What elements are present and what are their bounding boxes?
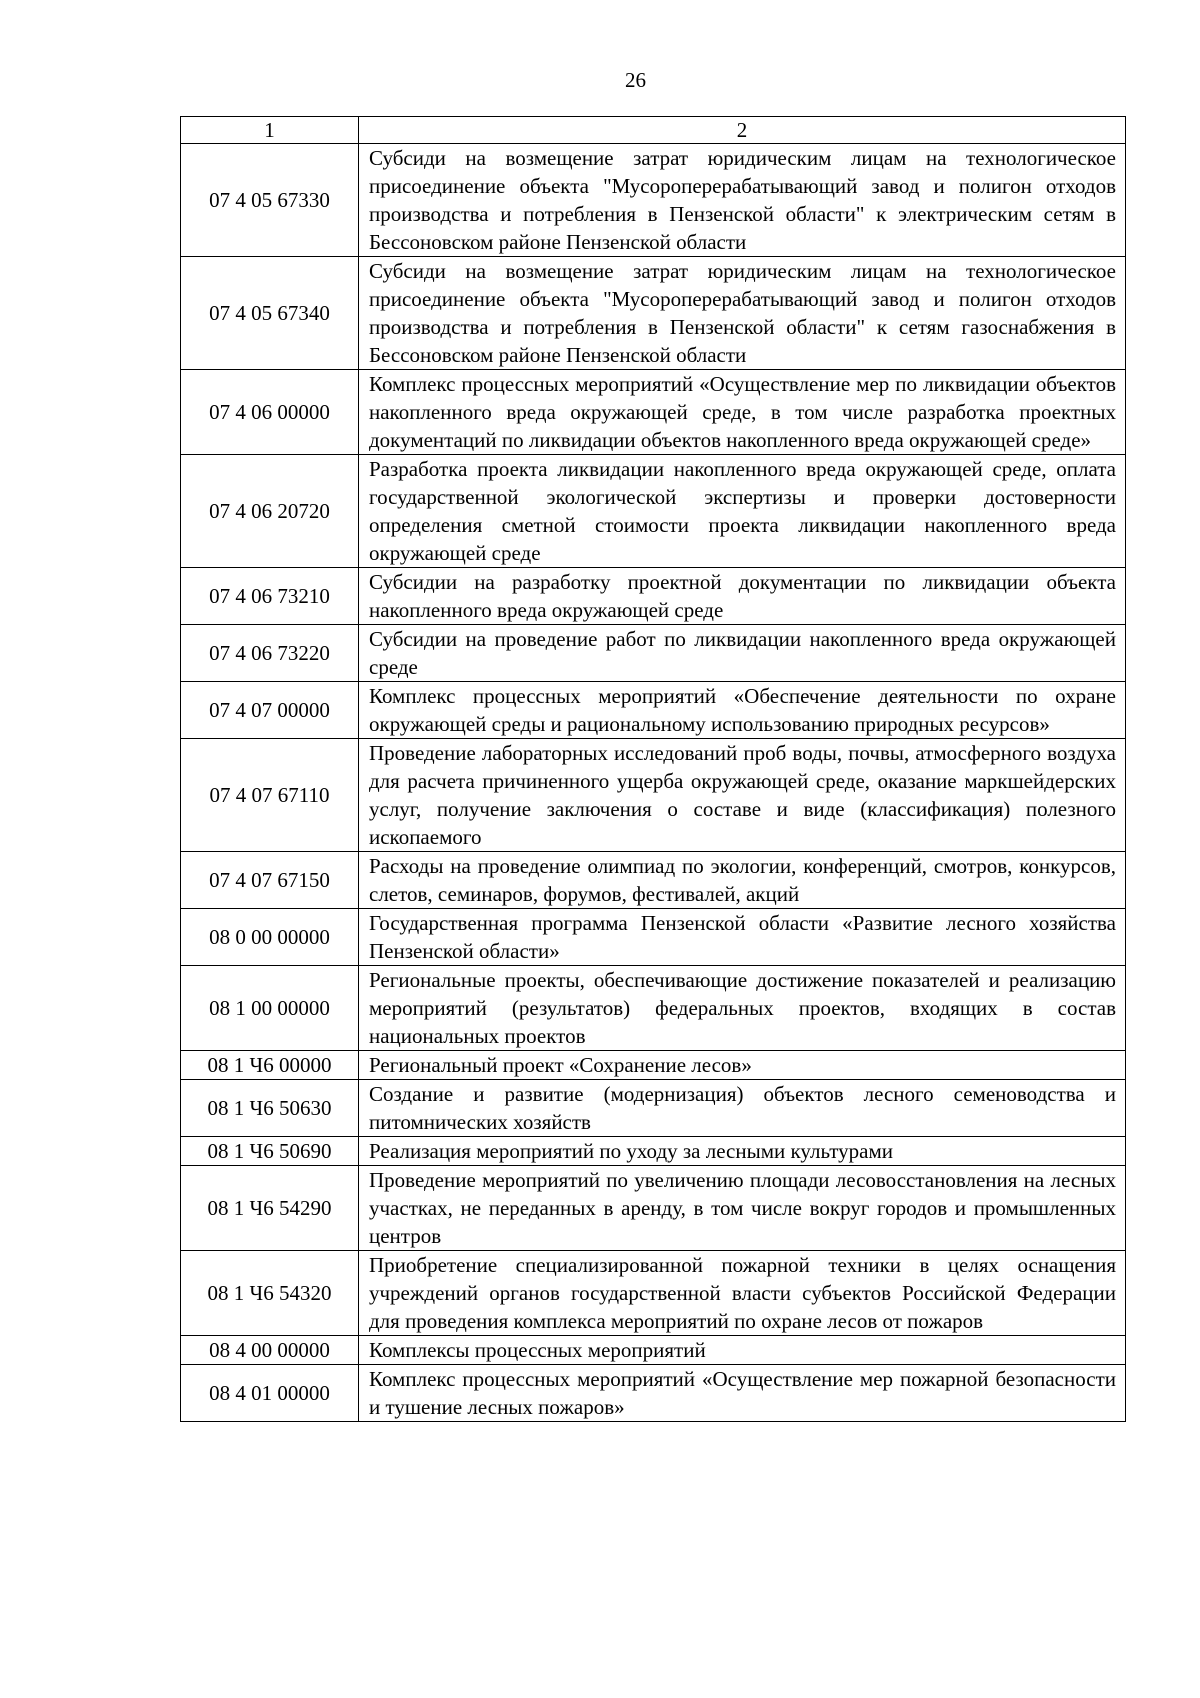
table-row bbox=[181, 568, 1126, 625]
table-row bbox=[181, 370, 1126, 455]
row-description: Региональный проект «Сохранение лесов» bbox=[359, 1051, 1126, 1080]
table-row bbox=[181, 966, 1126, 1051]
row-code: 08 4 00 00000 bbox=[181, 1336, 359, 1365]
table-row bbox=[181, 852, 1126, 909]
row-code: 08 1 Ч6 00000 bbox=[181, 1051, 359, 1080]
table-header-row bbox=[181, 117, 1126, 144]
table-row bbox=[181, 739, 1126, 852]
table-row bbox=[181, 1365, 1126, 1422]
row-description: Создание и развитие (модернизация) объектов лесного семеноводства и питомнических хозяйств bbox=[359, 1080, 1126, 1137]
row-description: Реализация мероприятий по уходу за лесными культурами bbox=[359, 1137, 1126, 1166]
row-code: 07 4 05 67340 bbox=[181, 257, 359, 370]
table-body bbox=[181, 144, 1126, 1422]
row-description: Приобретение специализированной пожарной техники в целях оснащения учреждений органов государственной власти субъектов Российской Федерации для проведения комплекса мероприятий по охране лесов от пожаров bbox=[359, 1251, 1126, 1336]
table-row bbox=[181, 257, 1126, 370]
row-description: Комплекс процессных мероприятий «Осуществление мер пожарной безопасности и тушение лесных пожаров» bbox=[359, 1365, 1126, 1422]
row-code: 08 1 Ч6 50630 bbox=[181, 1080, 359, 1137]
row-description: Субсидии на разработку проектной документации по ликвидации объекта накопленного вреда окружающей среде bbox=[359, 568, 1126, 625]
column-header-2: 2 bbox=[359, 117, 1126, 144]
table-row bbox=[181, 144, 1126, 257]
row-code: 07 4 05 67330 bbox=[181, 144, 359, 257]
row-description: Комплекс процессных мероприятий «Обеспечение деятельности по охране окружающей среды и рациональному использованию природных ресурсов» bbox=[359, 682, 1126, 739]
row-code: 08 1 Ч6 54320 bbox=[181, 1251, 359, 1336]
row-description: Комплексы процессных мероприятий bbox=[359, 1336, 1126, 1365]
row-code: 07 4 06 00000 bbox=[181, 370, 359, 455]
table-row bbox=[181, 1137, 1126, 1166]
table-row bbox=[181, 1080, 1126, 1137]
row-code: 08 4 01 00000 bbox=[181, 1365, 359, 1422]
row-code: 07 4 07 67110 bbox=[181, 739, 359, 852]
table-row bbox=[181, 1336, 1126, 1365]
row-code: 08 1 Ч6 50690 bbox=[181, 1137, 359, 1166]
table-row bbox=[181, 455, 1126, 568]
table-row bbox=[181, 909, 1126, 966]
row-description: Государственная программа Пензенской области «Развитие лесного хозяйства Пензенской области» bbox=[359, 909, 1126, 966]
table-row bbox=[181, 682, 1126, 739]
row-code: 07 4 06 20720 bbox=[181, 455, 359, 568]
row-description: Разработка проекта ликвидации накопленного вреда окружающей среде, оплата государственной экологической экспертизы и проверки достоверности определения сметной стоимости проекта ликвидации накопленного вреда окружающей среде bbox=[359, 455, 1126, 568]
row-code: 08 1 Ч6 54290 bbox=[181, 1166, 359, 1251]
row-code: 07 4 07 67150 bbox=[181, 852, 359, 909]
row-code: 08 1 00 00000 bbox=[181, 966, 359, 1051]
row-code: 07 4 06 73220 bbox=[181, 625, 359, 682]
row-description: Проведение лабораторных исследований проб воды, почвы, атмосферного воздуха для расчета причиненного ущерба окружающей среде, оказание маркшейдерских услуг, получение заключения о составе и виде (классификация) полезного ископаемого bbox=[359, 739, 1126, 852]
table-row bbox=[181, 1166, 1126, 1251]
table-row bbox=[181, 1051, 1126, 1080]
row-description: Проведение мероприятий по увеличению площади лесовосстановления на лесных участках, не переданных в аренду, в том числе вокруг городов и промышленных центров bbox=[359, 1166, 1126, 1251]
column-header-1: 1 bbox=[181, 117, 359, 144]
row-description: Субсиди на возмещение затрат юридическим лицам на технологическое присоединение объекта "Мусороперерабатывающий завод и полигон отходов производства и потребления в Пензенской области" к сетям газоснабжения в Бессоновском районе Пензенской области bbox=[359, 257, 1126, 370]
row-code: 07 4 06 73210 bbox=[181, 568, 359, 625]
row-description: Субсиди на возмещение затрат юридическим лицам на технологическое присоединение объекта "Мусороперерабатывающий завод и полигон отходов производства и потребления в Пензенской области" к электрическим сетям в Бессоновском районе Пензенской области bbox=[359, 144, 1126, 257]
page-number: 26 bbox=[625, 68, 646, 92]
row-code: 07 4 07 00000 bbox=[181, 682, 359, 739]
row-code: 08 0 00 00000 bbox=[181, 909, 359, 966]
table-row bbox=[181, 625, 1126, 682]
row-description: Региональные проекты, обеспечивающие достижение показателей и реализацию мероприятий (результатов) федеральных проектов, входящих в состав национальных проектов bbox=[359, 966, 1126, 1051]
row-description: Комплекс процессных мероприятий «Осуществление мер по ликвидации объектов накопленного вреда окружающей среде, в том числе разработка проектных документаций по ликвидации объектов накопленного вреда окружающей среде» bbox=[359, 370, 1126, 455]
budget-code-table bbox=[180, 116, 1126, 1422]
row-description: Субсидии на проведение работ по ликвидации накопленного вреда окружающей среде bbox=[359, 625, 1126, 682]
table-row bbox=[181, 1251, 1126, 1336]
row-description: Расходы на проведение олимпиад по экологии, конференций, смотров, конкурсов, слетов, семинаров, форумов, фестивалей, акций bbox=[359, 852, 1126, 909]
